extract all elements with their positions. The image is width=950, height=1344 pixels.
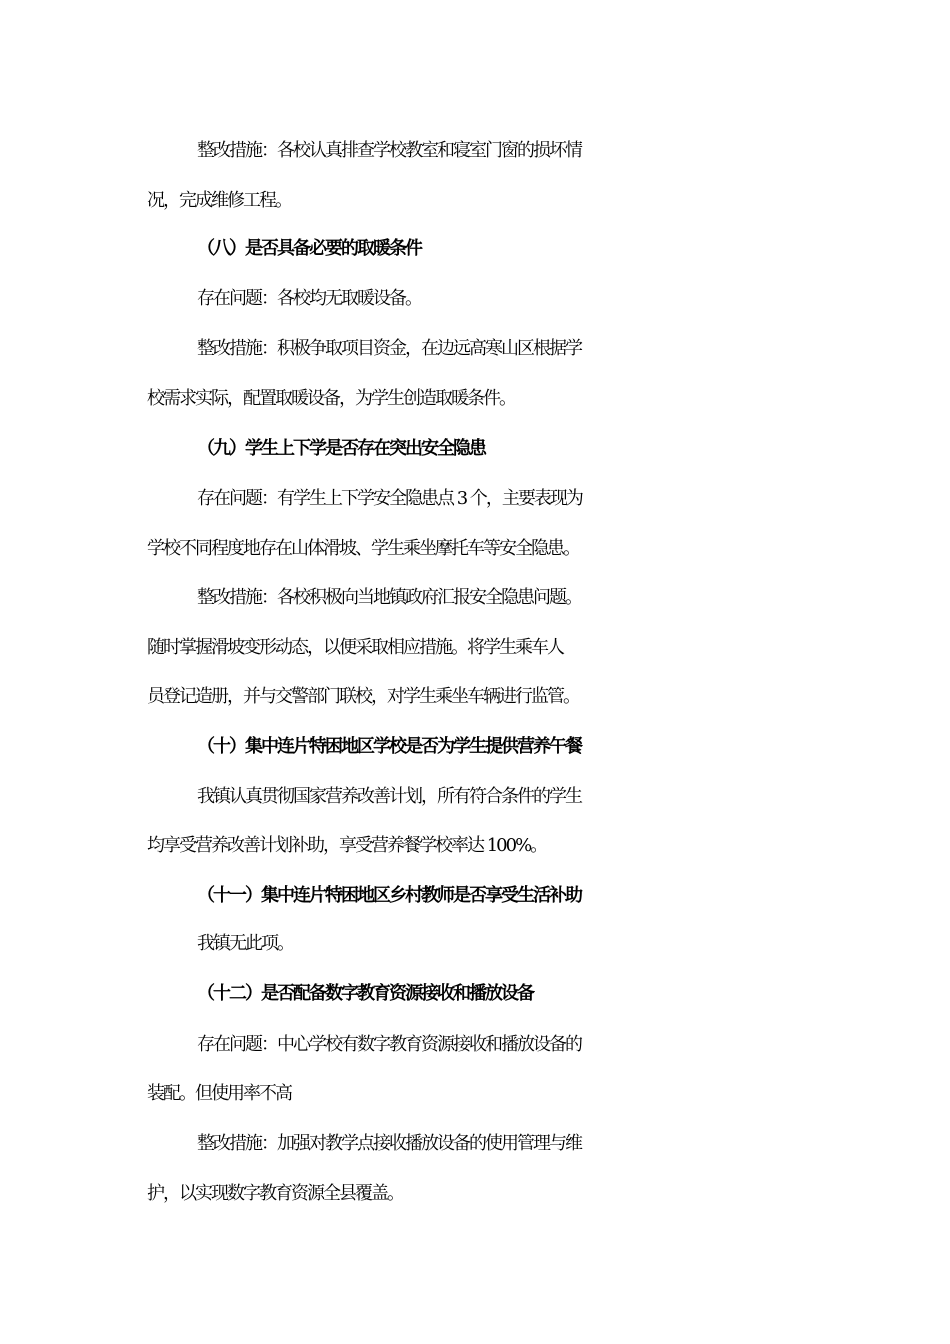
section-heading: （十）集中连片特困地区学校是否为学生提供营养午餐: [197, 736, 581, 757]
paragraph-line: 整改措施：积极争取项目资金，在边远高寒山区根据学: [197, 338, 581, 359]
paragraph-line: 装配。但使用率不高: [147, 1083, 291, 1104]
section-heading: （十一）集中连片特困地区乡村教师是否享受生活补助: [197, 885, 581, 906]
section-heading: （九）学生上下学是否存在突出安全隐患: [197, 438, 485, 459]
paragraph-line: 存在问题：中心学校有数字教育资源接收和播放设备的: [197, 1034, 581, 1055]
paragraph-line: 随时掌握滑坡变形动态，以便采取相应措施。将学生乘车人: [147, 637, 563, 658]
section-heading: （十二）是否配备数字教育资源接收和播放设备: [197, 983, 533, 1004]
paragraph-line: 校需求实际，配置取暖设备，为学生创造取暖条件。: [147, 388, 515, 409]
paragraph-line: 存在问题：有学生上下学安全隐患点 3 个，主要表现为: [197, 488, 582, 509]
paragraph-line: 存在问题：各校均无取暖设备。: [197, 288, 421, 309]
paragraph-line: 整改措施：各校认真排查学校教室和寝室门窗的损坏情: [197, 140, 581, 161]
paragraph-line: 均享受营养改善计划补助，享受营养餐学校率达 100%。: [147, 835, 547, 856]
paragraph-line: 我镇认真贯彻国家营养改善计划，所有符合条件的学生: [197, 786, 581, 807]
paragraph-line: 况，完成维修工程。: [147, 190, 291, 211]
paragraph-line: 我镇无此项。: [197, 933, 293, 954]
section-heading: （八）是否具备必要的取暖条件: [197, 238, 421, 259]
paragraph-line: 员登记造册，并与交警部门联校，对学生乘坐车辆进行监管。: [147, 686, 579, 707]
paragraph-line: 整改措施：加强对教学点接收播放设备的使用管理与维: [197, 1133, 581, 1154]
paragraph-line: 护，以实现数字教育资源全县覆盖。: [147, 1183, 403, 1204]
paragraph-line: 学校不同程度地存在山体滑坡、学生乘坐摩托车等安全隐患。: [147, 538, 579, 559]
paragraph-line: 整改措施：各校积极向当地镇政府汇报安全隐患问题。: [197, 587, 581, 608]
